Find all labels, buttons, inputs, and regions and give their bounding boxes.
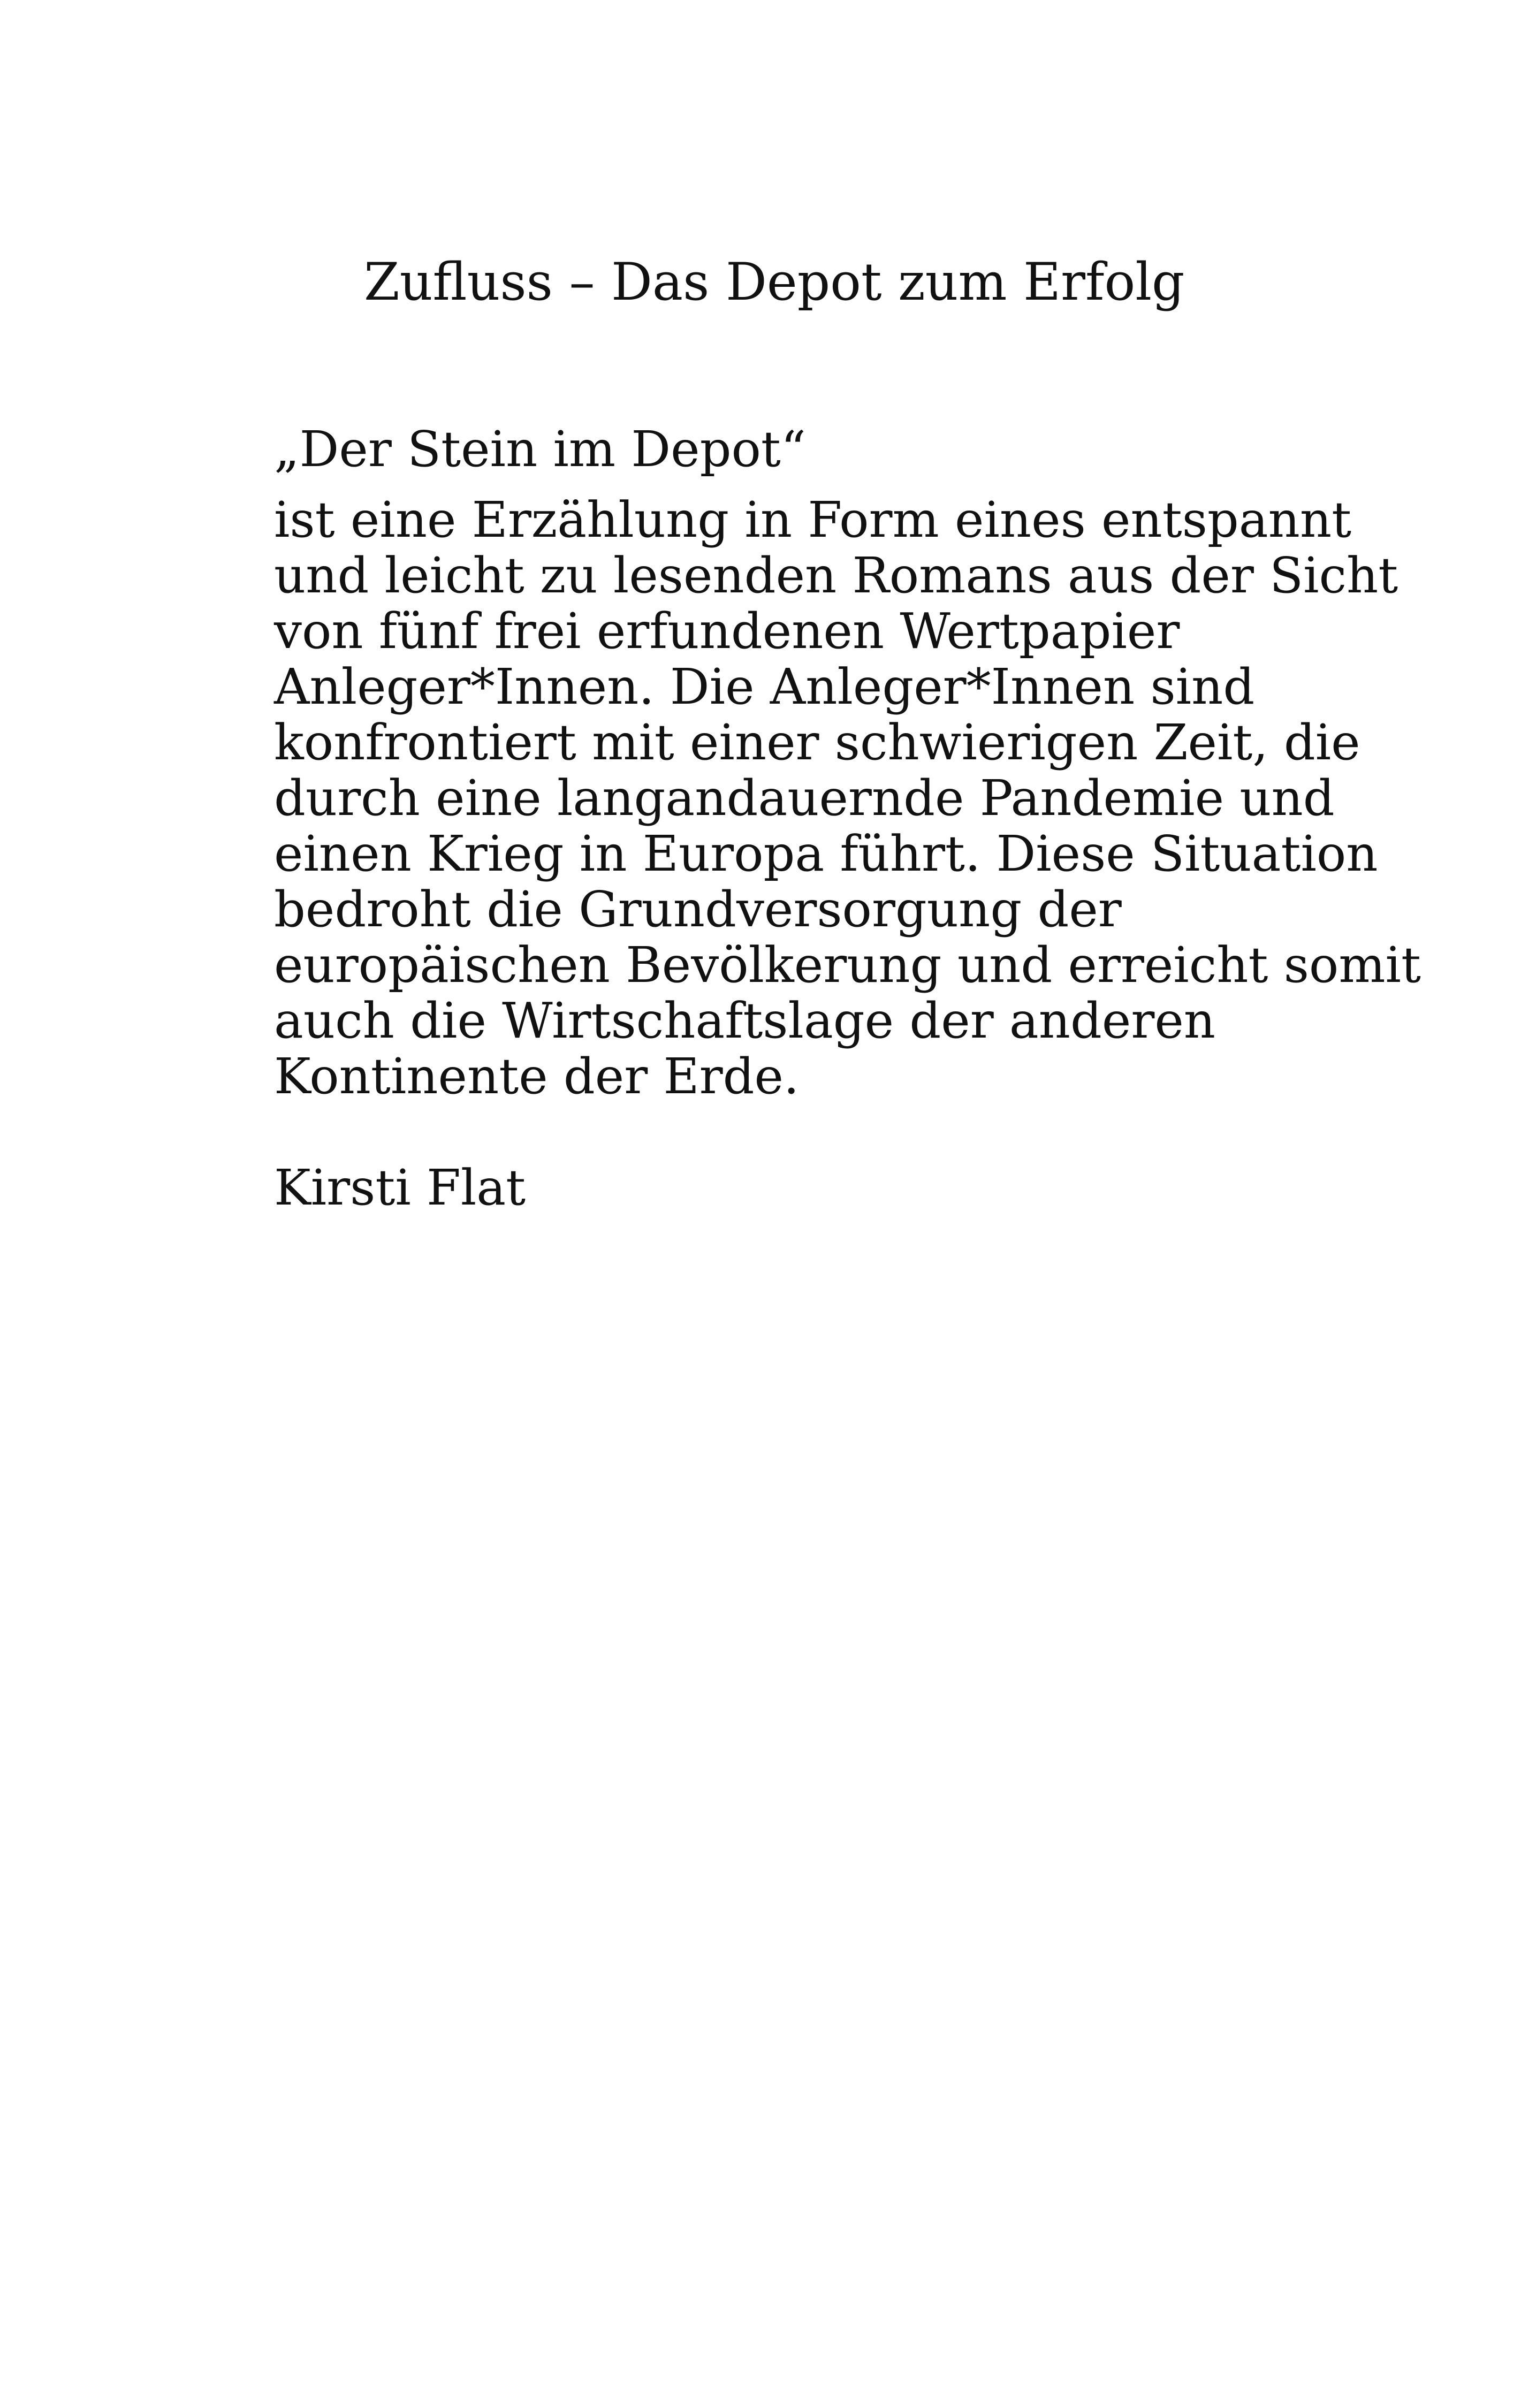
description-paragraph (274, 491, 1421, 1105)
paragraph-line: und leicht zu lesenden Romans aus der Sicht (274, 547, 1398, 604)
paragraph-line: europäischen Bevölkerung und erreicht somit (274, 936, 1421, 994)
paragraph-line: einen Krieg in Europa führt. Diese Situation (274, 825, 1378, 882)
paragraph-line: auch die Wirtschaftslage der anderen (274, 992, 1216, 1049)
paragraph-line: Kontinente der Erde. (274, 1048, 800, 1105)
paragraph-line: ist eine Erzählung in Form eines entspannt (274, 491, 1352, 548)
page-title: Zufluss – Das Depot zum Erfolg (364, 252, 1185, 312)
paragraph-line: bedroht die Grundversorgung der (274, 881, 1122, 938)
book-subtitle: „Der Stein im Depot“ (274, 421, 806, 478)
paragraph-line: von fünf frei erfundenen Wertpapier (274, 603, 1180, 660)
paragraph-line: Anleger*Innen. Die Anleger*Innen sind (274, 658, 1255, 715)
author-name: Kirsti Flat (274, 1159, 526, 1216)
paragraph-line: konfrontiert mit einer schwierigen Zeit, die (274, 714, 1360, 771)
paragraph-line: durch eine langandauernde Pandemie und (274, 769, 1335, 827)
